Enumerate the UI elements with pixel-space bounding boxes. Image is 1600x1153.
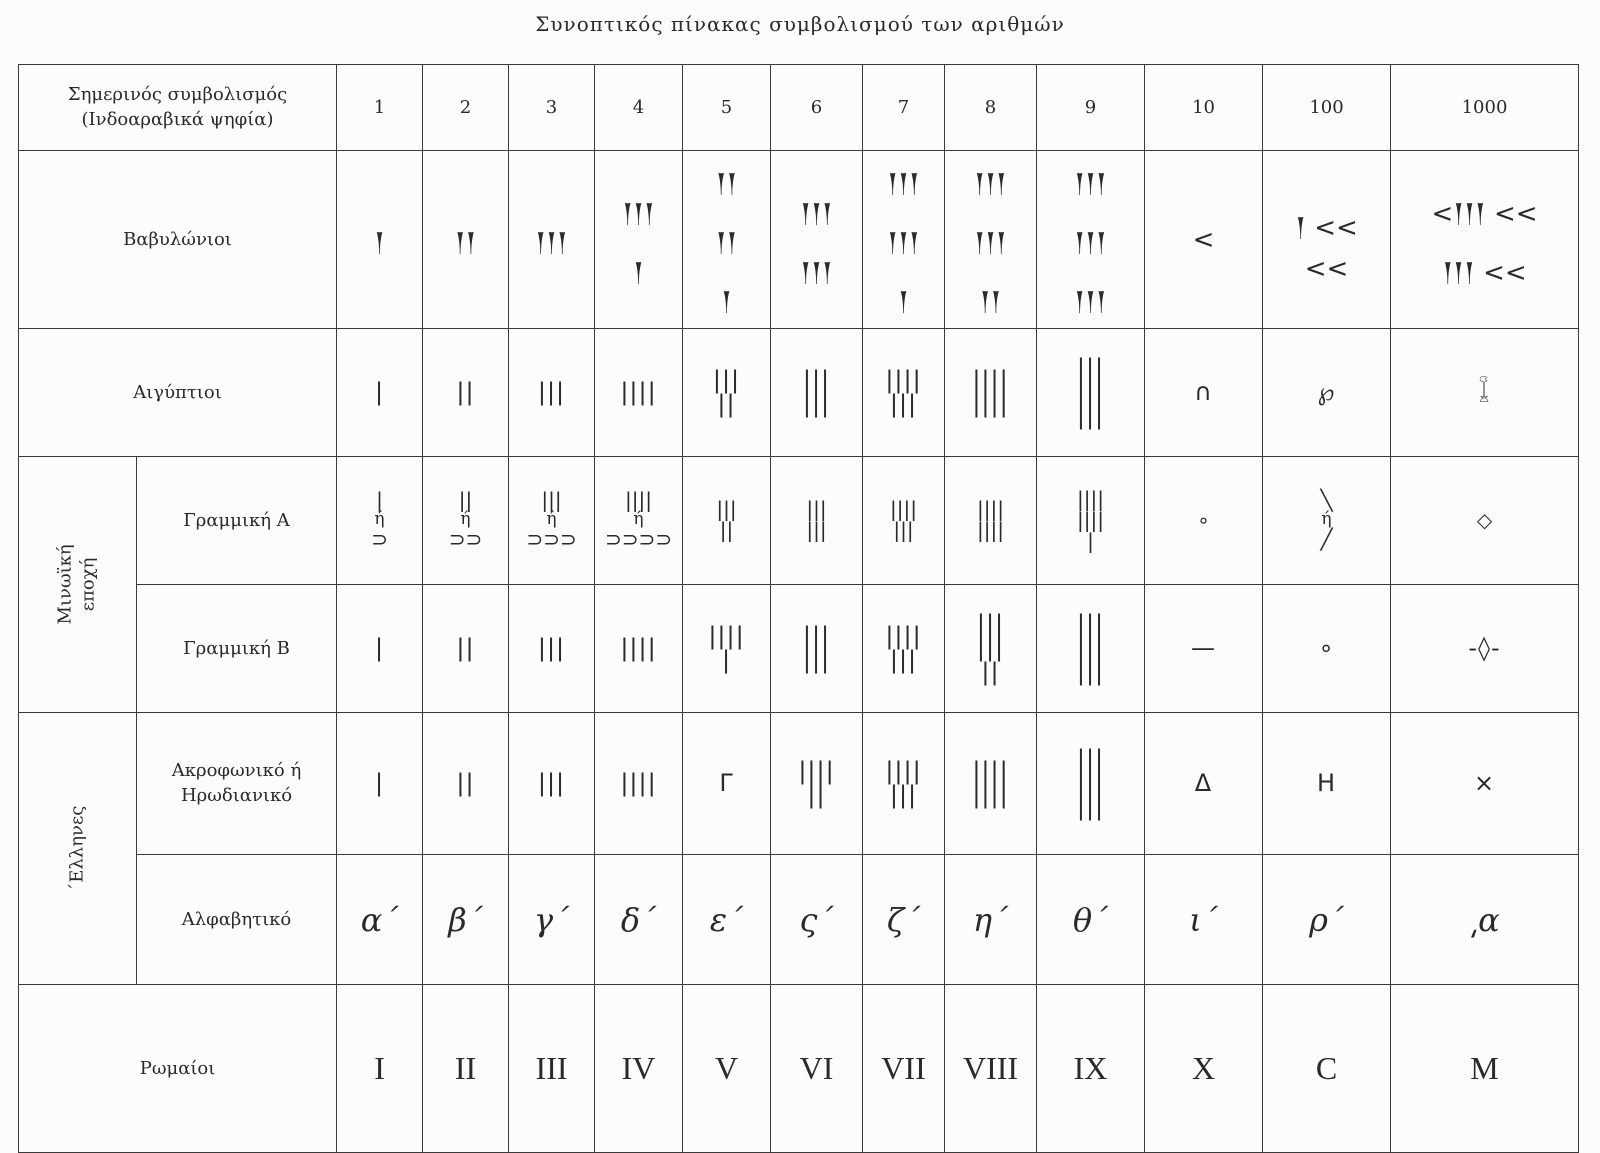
numeral-symbol: |||| |||| xyxy=(977,497,1004,542)
symbol-cell xyxy=(595,457,683,585)
symbol-cell xyxy=(595,985,683,1153)
numeral-symbol: ◇ xyxy=(1476,507,1493,532)
numeral-symbol: | ή ⊃ xyxy=(371,488,388,551)
numeral-symbol: V xyxy=(714,1050,739,1086)
group-minoan-cell xyxy=(19,457,137,713)
numeral-symbol: ι΄ xyxy=(1189,900,1218,939)
symbol-cell xyxy=(1391,985,1579,1153)
symbol-cell xyxy=(1145,713,1263,855)
symbol-cell xyxy=(683,713,771,855)
row-label-acrophonic-line1: Ακροφωνικό ή xyxy=(171,760,302,782)
numeral-symbol: ||| xyxy=(537,378,566,406)
numeral-symbol: ∘ xyxy=(1318,634,1335,662)
header-label-line1: Σημερινός συμβολισμός xyxy=(67,84,288,106)
symbol-cell xyxy=(771,151,863,329)
numeral-symbol: 𒁹 xyxy=(374,228,385,258)
group-minoan-line2: εποχή xyxy=(78,557,100,612)
row-babylonians xyxy=(19,151,1579,329)
numeral-symbol: III xyxy=(535,1050,568,1086)
numeral-symbol: — xyxy=(1191,634,1217,662)
numeral-symbol: Δ xyxy=(1194,769,1213,797)
symbol-cell xyxy=(423,329,509,457)
numeral-symbol: X xyxy=(1191,1050,1216,1086)
numeral-symbol: ||| || xyxy=(712,366,741,418)
numeral-symbol: δ΄ xyxy=(620,900,657,939)
numeral-symbol: ╲ ή ╱ xyxy=(1320,488,1333,551)
header-number: 6 xyxy=(771,65,863,151)
symbol-cell xyxy=(423,585,509,713)
symbol-cell xyxy=(595,151,683,329)
symbol-cell xyxy=(1145,855,1263,985)
numeral-symbol: VII xyxy=(881,1050,926,1086)
numeral-symbol: II xyxy=(454,1050,477,1086)
row-linear-a xyxy=(19,457,1579,585)
row-egyptians xyxy=(19,329,1579,457)
symbol-cell xyxy=(509,855,595,985)
symbol-cell xyxy=(595,713,683,855)
symbol-cell xyxy=(945,985,1037,1153)
numeral-symbol: ||| ||| ||| xyxy=(1076,745,1105,821)
symbol-cell xyxy=(509,457,595,585)
symbol-cell xyxy=(337,855,423,985)
symbol-cell xyxy=(595,855,683,985)
numeral-symbol: 𓆼 xyxy=(1478,378,1491,406)
numeral-symbol: 𒁹𒁹𒁹 xyxy=(535,228,568,258)
numeral-symbol: I xyxy=(374,1050,385,1086)
symbol-cell xyxy=(423,713,509,855)
symbol-cell xyxy=(1037,585,1145,713)
symbol-cell xyxy=(509,713,595,855)
symbol-cell xyxy=(1263,985,1391,1153)
symbol-cell xyxy=(863,329,945,457)
numeral-symbol: |||| ||| xyxy=(885,757,922,809)
symbol-cell xyxy=(1391,855,1579,985)
header-number: 1 xyxy=(337,65,423,151)
symbol-cell xyxy=(1263,151,1391,329)
numeral-symbol: 𒁹𒁹𒁹 𒁹𒁹𒁹 𒁹 xyxy=(887,169,920,317)
symbol-cell xyxy=(423,985,509,1153)
numeral-symbol: ͵α xyxy=(1469,900,1500,939)
numeral-symbol: ||| ||| xyxy=(806,497,827,542)
numeral-symbol: |||| ||| xyxy=(885,622,922,674)
numeral-symbol: |||| ||| xyxy=(890,497,917,542)
numeral-symbol: ||| || xyxy=(716,497,737,542)
symbol-cell xyxy=(945,151,1037,329)
numeral-symbol: IX xyxy=(1073,1050,1108,1086)
symbol-cell xyxy=(595,585,683,713)
numeral-symbol: ζ΄ xyxy=(886,900,921,939)
symbol-cell xyxy=(509,329,595,457)
symbol-cell xyxy=(863,985,945,1153)
symbol-cell xyxy=(1037,457,1145,585)
row-label-linear-a: Γραμμική Α xyxy=(137,457,337,585)
numeral-symbol: || xyxy=(456,378,475,406)
numeral-symbol: VI xyxy=(799,1050,834,1086)
symbol-cell xyxy=(863,457,945,585)
symbol-cell xyxy=(423,151,509,329)
symbol-cell xyxy=(771,457,863,585)
numeral-symbol: -◊- xyxy=(1468,634,1501,662)
numeral-symbol: |||| |||| xyxy=(972,366,1009,418)
symbol-cell xyxy=(863,713,945,855)
symbol-cell xyxy=(1037,855,1145,985)
symbol-cell xyxy=(683,457,771,585)
numeral-symbol: ||| ||| || xyxy=(976,610,1005,686)
numeral-symbol: ||| ||| ||| xyxy=(1076,610,1105,686)
numeral-symbol: |||| xyxy=(620,378,657,406)
symbol-cell xyxy=(683,985,771,1153)
numeral-symbol: |||| xyxy=(620,769,657,797)
symbol-cell xyxy=(1391,713,1579,855)
symbol-cell xyxy=(1145,329,1263,457)
symbol-cell xyxy=(595,329,683,457)
symbol-cell xyxy=(771,985,863,1153)
symbol-cell xyxy=(337,457,423,585)
numeral-table xyxy=(18,64,1579,1153)
numeral-symbol: 𒁹𒁹𒁹 𒁹𒁹𒁹 𒁹𒁹𒁹 xyxy=(1074,169,1107,317)
numeral-symbol: |||| | xyxy=(708,622,745,674)
symbol-cell xyxy=(771,713,863,855)
numeral-symbol: 𒁹𒁹 xyxy=(454,228,477,258)
symbol-cell xyxy=(337,151,423,329)
numeral-symbol: Η xyxy=(1316,769,1337,797)
symbol-cell xyxy=(337,329,423,457)
numeral-symbol: ℘ xyxy=(1317,378,1336,406)
symbol-cell xyxy=(509,151,595,329)
numeral-symbol: ||| ή ⊃⊃⊃ xyxy=(526,488,577,551)
symbol-cell xyxy=(771,585,863,713)
numeral-symbol: ||| ||| ||| xyxy=(1076,354,1105,430)
symbol-cell xyxy=(1391,329,1579,457)
header-number: 4 xyxy=(595,65,683,151)
row-label-alphabetic: Αλφαβητικό xyxy=(137,855,337,985)
numeral-symbol: η΄ xyxy=(972,900,1009,939)
header-number: 7 xyxy=(863,65,945,151)
numeral-symbol: | xyxy=(374,769,385,797)
numeral-symbol: ∩ xyxy=(1194,378,1213,406)
symbol-cell xyxy=(1263,329,1391,457)
symbol-cell xyxy=(863,151,945,329)
symbol-cell xyxy=(1145,457,1263,585)
symbol-cell xyxy=(1263,585,1391,713)
numeral-symbol: ||| ||| xyxy=(802,366,831,418)
header-label-line2: (Ινδοαραβικά ψηφία) xyxy=(81,108,274,130)
symbol-cell xyxy=(771,329,863,457)
numeral-symbol: θ΄ xyxy=(1072,900,1109,939)
group-minoan-line1: Μινωϊκή xyxy=(55,544,77,625)
symbol-cell xyxy=(509,585,595,713)
numeral-symbol: <𒁹𒁹𒁹 << 𒁹𒁹𒁹 << xyxy=(1431,198,1538,288)
numeral-symbol: | xyxy=(374,378,385,406)
group-greeks-label: ΄Ελληνες xyxy=(66,805,88,892)
numeral-symbol: 𒁹𒁹𒁹 𒁹𒁹𒁹 xyxy=(800,198,833,288)
numeral-symbol: |||| ||| xyxy=(885,366,922,418)
header-number: 8 xyxy=(945,65,1037,151)
numeral-symbol: 𒁹 << << xyxy=(1295,213,1358,284)
numeral-symbol: 𒁹𒁹 𒁹𒁹 𒁹 xyxy=(715,169,738,317)
symbol-cell xyxy=(863,855,945,985)
numeral-symbol: || ή ⊃⊃ xyxy=(448,488,483,551)
symbol-cell xyxy=(423,457,509,585)
symbol-cell xyxy=(945,855,1037,985)
symbol-cell xyxy=(1391,151,1579,329)
row-label-babylonians: Βαβυλώνιοι xyxy=(19,151,337,329)
numeral-symbol: |||| |||| xyxy=(972,757,1009,809)
symbol-cell xyxy=(683,151,771,329)
header-number: 9 xyxy=(1037,65,1145,151)
numeral-symbol: || xyxy=(456,769,475,797)
symbol-cell xyxy=(509,985,595,1153)
symbol-cell xyxy=(423,855,509,985)
numeral-symbol: |||| |||| | xyxy=(1077,486,1104,553)
numeral-symbol: α΄ xyxy=(360,900,399,939)
header-label-cell xyxy=(19,65,337,151)
numeral-symbol: × xyxy=(1473,769,1496,797)
symbol-cell xyxy=(1037,713,1145,855)
symbol-cell xyxy=(945,329,1037,457)
symbol-cell xyxy=(863,585,945,713)
row-romans xyxy=(19,985,1579,1153)
symbol-cell xyxy=(1145,151,1263,329)
symbol-cell xyxy=(683,855,771,985)
symbol-cell xyxy=(1391,457,1579,585)
numeral-symbol: ||| xyxy=(537,634,566,662)
numeral-symbol: M xyxy=(1470,1050,1499,1086)
header-row xyxy=(19,65,1579,151)
row-alphabetic xyxy=(19,855,1579,985)
numeral-symbol: |||| ή ⊃⊃⊃⊃ xyxy=(605,488,673,551)
symbol-cell xyxy=(337,585,423,713)
symbol-cell xyxy=(771,855,863,985)
header-number: 10 xyxy=(1145,65,1263,151)
symbol-cell xyxy=(683,585,771,713)
row-label-linear-b: Γραμμική Β xyxy=(137,585,337,713)
numeral-symbol: |||| xyxy=(620,634,657,662)
numeral-symbol: | xyxy=(374,634,385,662)
symbol-cell xyxy=(1263,457,1391,585)
row-acrophonic xyxy=(19,713,1579,855)
numeral-symbol: ||| ||| xyxy=(802,622,831,674)
numeral-symbol: < xyxy=(1192,224,1215,255)
numeral-symbol: ||| xyxy=(537,769,566,797)
symbol-cell xyxy=(1037,329,1145,457)
row-label-acrophonic-line2: Ηρωδιανικό xyxy=(180,784,293,806)
symbol-cell xyxy=(683,329,771,457)
numeral-symbol: ρ΄ xyxy=(1309,900,1344,939)
numeral-symbol: ∘ xyxy=(1197,507,1210,532)
numeral-symbol: || xyxy=(456,634,475,662)
group-greeks-cell xyxy=(19,713,137,985)
numeral-symbol: β΄ xyxy=(448,900,483,939)
symbol-cell xyxy=(945,585,1037,713)
numeral-symbol: IV xyxy=(621,1050,656,1086)
numeral-symbol: γ΄ xyxy=(533,900,570,939)
header-number: 2 xyxy=(423,65,509,151)
page-title: Συνοπτικός πίνακας συμβολισμού των αριθμών xyxy=(535,12,1065,36)
numeral-symbol: C xyxy=(1315,1050,1338,1086)
numeral-symbol: |||| || xyxy=(798,757,835,809)
row-label-acrophonic xyxy=(137,713,337,855)
header-number: 1000 xyxy=(1391,65,1579,151)
symbol-cell xyxy=(1037,151,1145,329)
header-number: 3 xyxy=(509,65,595,151)
numeral-symbol: ε΄ xyxy=(709,900,744,939)
symbol-cell xyxy=(1263,713,1391,855)
symbol-cell xyxy=(337,985,423,1153)
header-number: 5 xyxy=(683,65,771,151)
symbol-cell xyxy=(1391,585,1579,713)
row-linear-b xyxy=(19,585,1579,713)
numeral-symbol: 𒁹𒁹𒁹 𒁹 xyxy=(622,198,655,288)
header-number: 100 xyxy=(1263,65,1391,151)
symbol-cell xyxy=(945,713,1037,855)
numeral-symbol: 𒁹𒁹𒁹 𒁹𒁹𒁹 𒁹𒁹 xyxy=(974,169,1007,317)
symbol-cell xyxy=(945,457,1037,585)
numeral-symbol: Γ xyxy=(719,769,734,797)
symbol-cell xyxy=(1145,585,1263,713)
row-label-egyptians: Αιγύπτιοι xyxy=(19,329,337,457)
numeral-symbol: VIII xyxy=(962,1050,1019,1086)
symbol-cell xyxy=(337,713,423,855)
symbol-cell xyxy=(1263,855,1391,985)
symbol-cell xyxy=(1037,985,1145,1153)
numeral-symbol: ς΄ xyxy=(799,900,834,939)
symbol-cell xyxy=(1145,985,1263,1153)
row-label-romans: Ρωμαίοι xyxy=(19,985,337,1153)
